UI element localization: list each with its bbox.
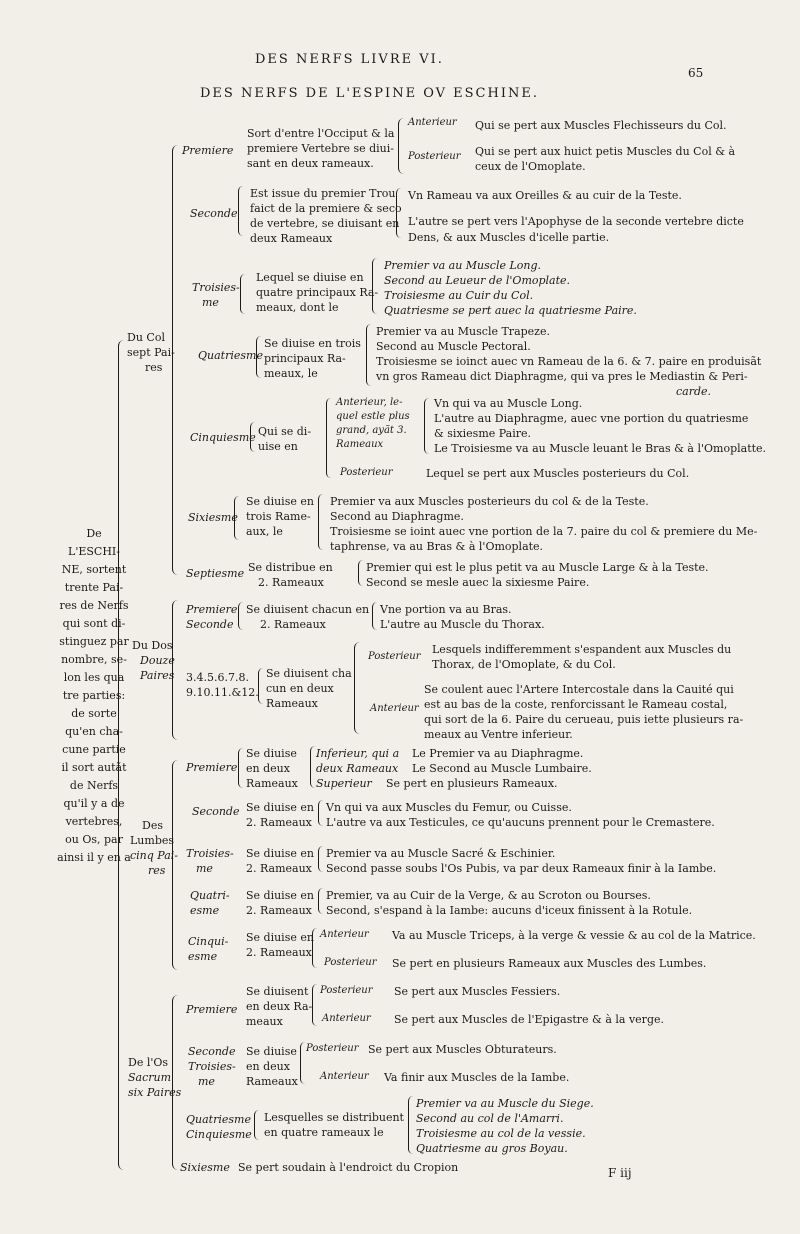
group-sacrum: De l'Os Sacrum six Paires [128, 1056, 182, 1099]
sacrum-premiere-brace [312, 984, 317, 1026]
sacrum-quatriesme-desc: Lesquelles se distribuent en quatre rameaux le [264, 1111, 404, 1139]
sacrum-premiere-post-text: Se pert aux Muscles Fessiers. [394, 985, 561, 998]
col-cinquiesme-post-text: Lequel se pert aux Muscles posterieurs du Col. [426, 467, 690, 480]
col-seconde-brace1 [238, 186, 243, 236]
group-dos: Du Dos Douze Paires [132, 639, 175, 682]
lumbes-cinquiesme-post-text: Se pert en plusieurs Rameaux aux Muscles des Lumbes. [392, 957, 707, 970]
lumbes-seconde-items: Vn qui va aux Muscles du Femur, ou Cuisse. L'autre va aux Testicules, ce qu'aucuns prennent pour le Cremastere. [326, 801, 715, 829]
sacrum-quatriesme-brace2 [408, 1096, 413, 1154]
page-number: 65 [688, 66, 704, 80]
dos-ant-text: Se coulent auec l'Artere Intercostale dans la Cauité qui est au bas de la coste, renforcissant le Rameau costal, qui sort de la 6. Paire du cerueau, puis iette plusieurs ra- meaux au Ventre inferieur. [424, 683, 744, 741]
sacrum-quatriesme-label: Quatriesme Cinquiesme [186, 1113, 252, 1141]
col-cinquiesme-post: Posterieur [340, 467, 393, 478]
sacrum-seconde-desc: Se diuise en deux Rameaux [246, 1045, 298, 1088]
col-quatriesme-desc: Se diuise en trois principaux Ra- meaux, le [264, 337, 361, 380]
sacrum-sixiesme-label: Sixiesme [180, 1161, 230, 1174]
lumbes-premiere-brace [238, 748, 243, 788]
dos-first-desc: Se diuisent chacun en 2. Rameaux [246, 603, 370, 631]
lumbes-premiere-sup: Superieur [316, 777, 372, 790]
lumbes-premiere-desc: Se diuise en deux Rameaux [246, 747, 298, 790]
col-sixiesme-brace1 [234, 496, 239, 540]
lumbes-seconde-desc: Se diuise en 2. Rameaux [246, 801, 314, 829]
col-sixiesme-items: Premier va aux Muscles posterieurs du col & de la Teste. Second au Diaphragme. Troisiesme se ioint auec vne portion de la 7. paire du col & premiere du Me- taphrense, va au Bras & à l'Omoplate. [330, 495, 758, 553]
sacrum-seconde-ant: Anterieur [320, 1071, 369, 1082]
sacrum-premiere-ant-text: Se pert aux Muscles de l'Epigastre & à la verge. [394, 1013, 664, 1026]
col-seconde-brace2 [396, 188, 401, 238]
col-septiesme-items: Premier qui est le plus petit va au Muscle Large & à la Teste. Second se mesle auec la sixiesme Paire. [366, 561, 709, 589]
col-seconde-desc: Est issue du premier Trou faict de la premiere & seco de vertebre, se diuisant en deux Rameaux [250, 187, 402, 245]
col-cinquiesme-ant: Anterieur, le- quel estle plus grand, ayãt 3. Rameaux [336, 397, 410, 450]
dos-rest-label: 3.4.5.6.7.8. 9.10.11.&12. [186, 671, 259, 699]
col-premiere-ant-text: Qui se pert aux Muscles Flechisseurs du Col. [475, 119, 727, 132]
dos-rest-brace2 [354, 642, 360, 734]
col-septiesme-desc: Se distribue en 2. Rameaux [248, 561, 333, 589]
col-premiere-post: Posterieur [408, 151, 461, 162]
sacrum-seconde-post: Posterieur [306, 1043, 359, 1054]
sacrum-seconde-label: Seconde Troisies- me [188, 1045, 236, 1088]
col-sixiesme-label: Sixiesme [188, 511, 238, 524]
lumbes-quatriesme-desc: Se diuise en 2. Rameaux [246, 889, 314, 917]
lumbes-premiere-inf-items: Le Premier va au Diaphragme. Le Second au Muscle Lumbaire. [412, 747, 592, 775]
col-brace [172, 145, 179, 575]
col-seconde-item: Vn Rameau va aux Oreilles & au cuir de la Teste. [408, 189, 682, 202]
col-cinquiesme-brace3 [424, 398, 429, 454]
col-premiere-ant: Anterieur [408, 117, 457, 128]
col-premiere-post-text: Qui se pert aux huict petis Muscles du Col & à ceux de l'Omoplate. [475, 145, 736, 173]
lumbes-quatriesme-brace [318, 888, 323, 914]
page-title: DES NERFS DE L'ESPINE OV ESCHINE. [200, 86, 539, 101]
col-premiere-desc: Sort d'entre l'Occiput & la premiere Vertebre se diui- sant en deux rameaux. [247, 127, 395, 170]
lumbes-premiere-brace2 [310, 746, 315, 788]
sacrum-premiere-post: Posterieur [320, 985, 373, 996]
sacrum-seconde-post-text: Se pert aux Muscles Obturateurs. [368, 1043, 557, 1056]
lumbes-cinquiesme-brace [312, 928, 317, 968]
col-cinquiesme-ant-items: Vn qui va au Muscle Long. L'autre au Diaphragme, auec vne portion du quatriesme & sixiesme Paire. Le Troisiesme va au Muscle leuant le Bras & à l'Omoplatte. [434, 397, 767, 455]
col-cinquiesme-desc: Qui se di- uise en [258, 425, 312, 453]
lumbes-troisiesme-desc: Se diuise en 2. Rameaux [246, 847, 314, 875]
col-seconde-label: Seconde [190, 207, 238, 220]
lumbes-quatriesme-items: Premier, va au Cuir de la Verge, & au Scroton ou Bourses. Second, s'espand à la Iambe: aucuns d'iceux finissent à la Rotule. [326, 889, 693, 917]
col-seconde-item: Dens, & aux Muscles d'icelle partie. [408, 231, 610, 244]
col-troisiesme-desc: Lequel se diuise en quatre principaux Ra- meaux, dont le [256, 271, 379, 314]
sacrum-premiere-label: Premiere [186, 1003, 238, 1016]
sacrum-seconde-ant-text: Va finir aux Muscles de la Iambe. [384, 1071, 570, 1084]
lumbes-cinquiesme-ant: Anterieur [320, 929, 369, 940]
sacrum-quatriesme-brace [254, 1110, 259, 1140]
lumbes-troisiesme-items: Premier va au Muscle Sacré & Eschinier. Second passe soubs l'Os Pubis, va par deux Rameaux finir à la Iambe. [326, 847, 717, 875]
col-troisiesme-label: Troisies- me [192, 281, 240, 309]
col-premiere-label: Premiere [182, 144, 234, 157]
dos-first-items: Vne portion va au Bras. L'autre au Muscle du Thorax. [380, 603, 545, 631]
dos-first-label: Premiere Seconde [186, 603, 238, 631]
running-head: DES NERFS LIVRE VI. [255, 52, 444, 67]
col-quatriesme-items: Premier va au Muscle Trapeze. Second au Muscle Pectoral. Troisiesme se ioinct auec vn Rameau de la 6. & 7. paire en produisãt vn gros Rameau dict Diaphragme, qui va pres le Mediastin & Peri- carde. [376, 325, 762, 398]
col-cinquiesme-brace2 [326, 398, 331, 478]
dos-brace [172, 600, 179, 740]
sacrum-premiere-desc: Se diuisent en deux Ra- meaux [246, 985, 313, 1028]
sacrum-sixiesme-text: Se pert soudain à l'endroict du Cropion [238, 1161, 459, 1174]
sacrum-brace [172, 995, 179, 1170]
col-quatriesme-brace2 [366, 324, 371, 386]
lumbes-troisiesme-label: Troisies- me [186, 847, 234, 875]
dos-rest-desc: Se diuisent cha cun en deux Rameaux [266, 667, 352, 710]
lumbes-quatriesme-label: Quatri- esme [190, 889, 230, 917]
group-col: Du Col sept Pai- res [127, 331, 175, 374]
col-quatriesme-label: Quatriesme [198, 349, 263, 362]
lumbes-cinquiesme-label: Cinqui- esme [188, 935, 229, 963]
dos-post: Posterieur [368, 651, 421, 662]
col-troisiesme-items: Premier va au Muscle Long. Second au Leueur de l'Omoplate. Troisiesme au Cuir du Col. Quatriesme se pert auec la quatriesme Paire. [384, 259, 637, 317]
sacrum-premiere-ant: Anterieur [322, 1013, 371, 1024]
lumbes-cinquiesme-desc: Se diuise en 2. Rameaux [246, 931, 314, 959]
col-quatriesme-brace1 [256, 336, 261, 378]
master-brace [118, 340, 125, 1170]
lumbes-premiere-label: Premiere [186, 761, 238, 774]
lumbes-cinquiesme-post: Posterieur [324, 957, 377, 968]
lumbes-seconde-brace [318, 800, 323, 826]
intro-text: De L'ESCHI- NE, sortent trente Pai- res de Nerfs qui sont di- stinguez par nombre, se- lon les qua tre parties: de sorte qu'en cha- cune partie il sort autãt de Nerfs qu'il y a de vertebres, ou Os, par ainsi il y en a [57, 527, 131, 864]
col-septiesme-label: Septiesme [186, 567, 245, 580]
sacrum-quatriesme-items: Premier va au Muscle du Siege. Second au col de l'Amarri. Troisiesme au col de la vessie. Quatriesme au gros Boyau. [416, 1097, 594, 1155]
col-premiere-brace [398, 118, 404, 174]
lumbes-cinquiesme-ant-text: Va au Muscle Triceps, à la verge & vessie & au col de la Matrice. [392, 929, 756, 942]
lumbes-seconde-label: Seconde [192, 805, 240, 818]
signature-mark: F iij [608, 1166, 632, 1180]
lumbes-brace [172, 760, 179, 970]
col-troisiesme-brace1 [240, 274, 245, 314]
sacrum-seconde-brace [300, 1042, 305, 1084]
col-sixiesme-brace2 [318, 494, 323, 550]
group-lumbes: Des Lumbes cinq Pai- res [130, 819, 179, 877]
col-septiesme-brace [358, 560, 363, 586]
dos-post-text: Lesquels indifferemment s'espandent aux Muscles du Thorax, de l'Omoplate, & du Col. [432, 643, 732, 671]
col-sixiesme-desc: Se diuise en trois Rame- aux, le [246, 495, 314, 538]
col-seconde-item: L'autre se pert vers l'Apophyse de la seconde vertebre dicte [408, 215, 744, 228]
col-cinquiesme-label: Cinquiesme [190, 431, 256, 444]
dos-first-brace [238, 602, 243, 630]
lumbes-premiere-inf: Inferieur, qui a deux Rameaux [316, 747, 400, 775]
col-troisiesme-brace2 [372, 258, 377, 314]
dos-ant: Anterieur [370, 703, 419, 714]
lumbes-troisiesme-brace [318, 846, 323, 872]
dos-first-brace2 [372, 602, 377, 630]
dos-rest-brace [258, 668, 263, 704]
col-cinquiesme-brace1 [250, 422, 255, 452]
lumbes-premiere-sup-text: Se pert en plusieurs Rameaux. [386, 777, 558, 790]
